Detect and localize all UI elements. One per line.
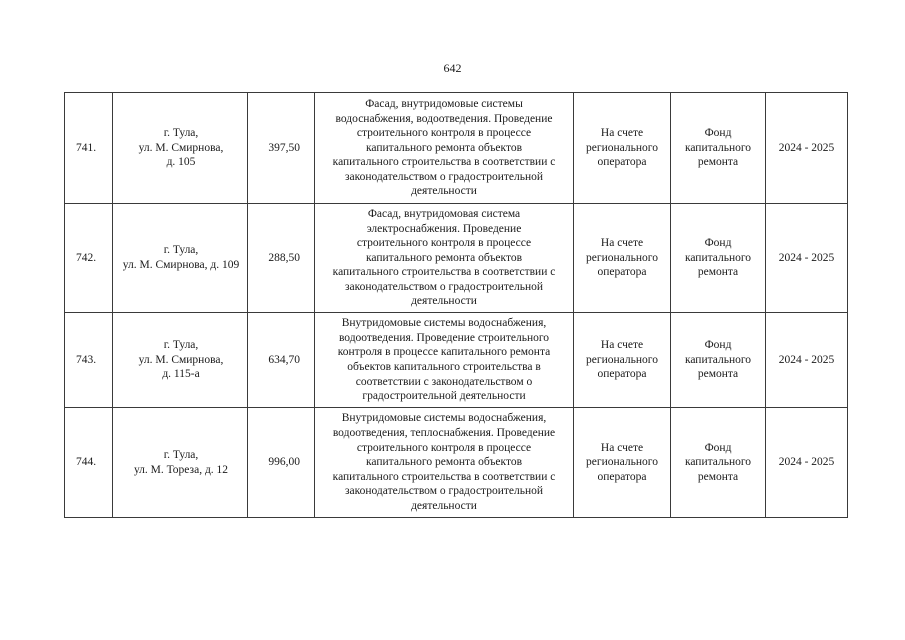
row-number-cell: 741. <box>65 93 113 204</box>
fund-cell <box>671 408 766 518</box>
works-cell <box>315 408 574 518</box>
account-line: оператора <box>597 156 647 169</box>
capital-repair-table <box>64 92 848 518</box>
row-number-cell: 744. <box>65 408 113 518</box>
area-cell: 996,00 <box>248 408 315 518</box>
works-line: деятельности <box>411 499 477 512</box>
page-number: 642 <box>443 61 462 75</box>
fund-line: Фонд <box>704 441 732 454</box>
account-line: На счете <box>600 237 644 250</box>
period-cell: 2024 - 2025 <box>766 93 848 204</box>
works-line: соответствии с законодательством о <box>355 375 533 388</box>
works-line: капитального ремонта объектов <box>365 141 523 154</box>
fund-cell <box>671 313 766 408</box>
works-line: водоотведения, теплоснабжения. Проведение <box>332 427 556 440</box>
works-line: строительного контроля в процессе <box>356 441 532 454</box>
table-row <box>65 408 848 518</box>
works-line: законодательством о градостроительной <box>344 280 544 293</box>
works-line: электроснабжения. Проведение <box>366 222 522 235</box>
address-cell <box>113 408 248 518</box>
address-line: г. Тула, <box>163 448 199 461</box>
works-line: Фасад, внутридомовая система <box>367 207 521 220</box>
works-line: капитального ремонта объектов <box>365 456 523 469</box>
works-line: объектов капитального строительства в <box>347 361 541 373</box>
table-row <box>65 93 848 204</box>
address-line: г. Тула, <box>163 244 199 257</box>
fund-line: ремонта <box>697 470 739 483</box>
works-cell <box>315 204 574 313</box>
fund-cell <box>671 204 766 313</box>
address-line: ул. М. Смирнова, <box>138 141 224 154</box>
works-line: строительного контроля в процессе <box>356 127 532 140</box>
works-line: капитального строительства в соответствии с <box>332 156 556 169</box>
address-line: д. 115-а <box>162 368 200 381</box>
works-line: Внутридомовые системы водоснабжения, <box>341 317 547 330</box>
works-line: деятельности <box>411 295 477 308</box>
address-cell <box>113 313 248 408</box>
address-line: ул. М. Смирнова, д. 109 <box>122 259 240 271</box>
account-line: регионального <box>586 456 658 469</box>
address-cell <box>113 93 248 204</box>
account-line: оператора <box>597 368 647 381</box>
area-cell: 288,50 <box>248 204 315 313</box>
works-line: капитального ремонта объектов <box>365 251 523 264</box>
fund-line: капитального <box>684 353 752 366</box>
account-line: регионального <box>586 251 658 264</box>
fund-line: капитального <box>684 251 752 264</box>
address-line: ул. М. Тореза, д. 12 <box>133 463 229 476</box>
fund-line: капитального <box>684 141 752 154</box>
account-line: оператора <box>597 470 647 483</box>
area-cell: 634,70 <box>248 313 315 408</box>
works-line: деятельности <box>411 185 477 198</box>
period-cell: 2024 - 2025 <box>766 204 848 313</box>
fund-line: ремонта <box>697 156 739 169</box>
works-line: Внутридомовые системы водоснабжения, <box>341 412 547 425</box>
works-cell <box>315 93 574 204</box>
row-number-cell: 742. <box>65 204 113 313</box>
address-line: г. Тула, <box>163 127 199 140</box>
period-cell: 2024 - 2025 <box>766 313 848 408</box>
works-line: законодательством о градостроительной <box>344 485 544 498</box>
works-line: капитального строительства в соответствии с <box>332 470 556 483</box>
works-line: водоотведения. Проведение строительного <box>338 331 550 344</box>
account-line: регионального <box>586 353 658 366</box>
fund-line: ремонта <box>697 266 739 279</box>
works-line: контроля в процессе капитального ремонта <box>337 346 551 359</box>
works-line: градостроительной деятельности <box>362 390 526 403</box>
address-line: д. 105 <box>166 156 196 169</box>
works-line: Фасад, внутридомовые системы <box>365 97 523 110</box>
table-row <box>65 204 848 313</box>
account-line: На счете <box>600 127 644 140</box>
area-cell: 397,50 <box>248 93 315 204</box>
fund-line: Фонд <box>704 339 732 352</box>
address-cell <box>113 204 248 313</box>
account-cell <box>574 204 671 313</box>
account-line: оператора <box>597 266 647 279</box>
account-cell <box>574 93 671 204</box>
account-line: На счете <box>600 339 644 352</box>
row-number-cell: 743. <box>65 313 113 408</box>
account-line: регионального <box>586 141 658 154</box>
fund-line: Фонд <box>704 237 732 250</box>
account-cell <box>574 408 671 518</box>
fund-cell <box>671 93 766 204</box>
works-cell <box>315 313 574 408</box>
works-line: строительного контроля в процессе <box>356 237 532 250</box>
period-cell: 2024 - 2025 <box>766 408 848 518</box>
works-line: капитального строительства в соответствии с <box>332 266 556 279</box>
address-line: ул. М. Смирнова, <box>138 353 224 366</box>
fund-line: капитального <box>684 456 752 469</box>
fund-line: ремонта <box>697 368 739 381</box>
address-line: г. Тула, <box>163 339 199 352</box>
table-row <box>65 313 848 408</box>
account-cell <box>574 313 671 408</box>
fund-line: Фонд <box>704 127 732 140</box>
account-line: На счете <box>600 441 644 454</box>
works-line: водоснабжения, водоотведения. Проведение <box>335 112 553 125</box>
works-line: законодательством о градостроительной <box>344 170 544 183</box>
